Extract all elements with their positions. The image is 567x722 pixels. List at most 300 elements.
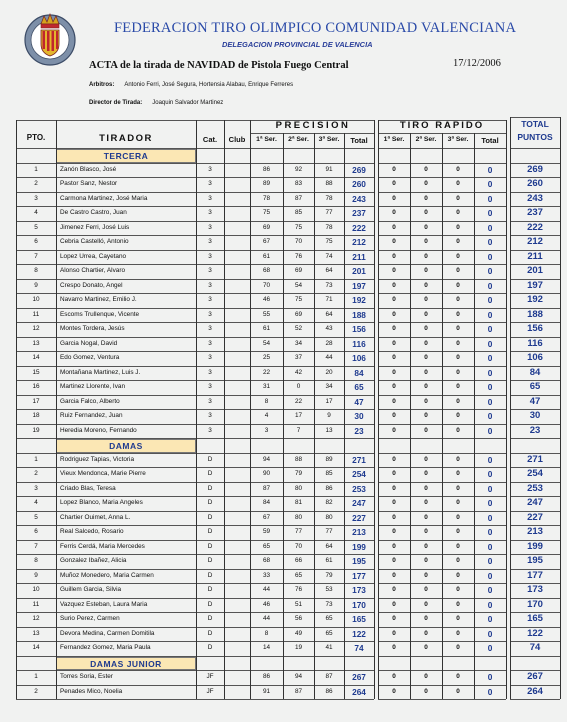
cell-prec-total: 74 bbox=[354, 643, 364, 653]
cell-shooter-name: Muñoz Monedero, Maria Carmen bbox=[60, 571, 154, 579]
cell-rank: 11 bbox=[32, 310, 40, 318]
cell-prec-s3: 74 bbox=[325, 252, 333, 260]
cell-rap-s2: 0 bbox=[424, 252, 428, 260]
cell-rap-s1: 0 bbox=[392, 513, 396, 521]
cell-prec-s3: 17 bbox=[325, 397, 333, 405]
cell-prec-s1: 67 bbox=[262, 238, 271, 245]
cell-prec-total: 170 bbox=[352, 599, 366, 610]
cell-prec-s2: 42 bbox=[294, 368, 303, 376]
cell-prec-s3: 44 bbox=[325, 354, 333, 361]
row-divider bbox=[16, 525, 374, 526]
cell-category: 3 bbox=[208, 426, 212, 434]
row-divider bbox=[510, 525, 560, 526]
cell-category: JF bbox=[206, 673, 214, 680]
cell-category: D bbox=[207, 644, 213, 651]
cell-rap-s2: 0 bbox=[424, 238, 428, 245]
cell-prec-s2: 51 bbox=[294, 600, 303, 608]
cell-rap-s3: 0 bbox=[456, 629, 460, 637]
cell-prec-total: 201 bbox=[352, 266, 366, 276]
row-divider bbox=[510, 380, 560, 381]
row-divider bbox=[510, 467, 560, 468]
cell-prec-total: 106 bbox=[352, 353, 366, 363]
row-divider bbox=[510, 554, 560, 555]
row-divider bbox=[510, 366, 560, 367]
cell-prec-s2: 54 bbox=[294, 281, 303, 289]
row-divider bbox=[510, 699, 560, 700]
cell-category: D bbox=[207, 528, 213, 535]
cell-prec-s1: 67 bbox=[262, 513, 271, 521]
cell-prec-s2: 88 bbox=[294, 455, 303, 463]
cell-rap-total: 0 bbox=[487, 266, 493, 276]
header-prec-s2: 2ª Ser. bbox=[288, 136, 309, 143]
header-pto: PTO. bbox=[26, 133, 46, 142]
cell-total-points: 192 bbox=[527, 294, 543, 305]
cell-shooter-name: Real Salcedo, Rosario bbox=[60, 528, 124, 535]
cell-category: D bbox=[207, 470, 213, 477]
cell-prec-s2: 69 bbox=[294, 267, 303, 274]
row-divider bbox=[510, 598, 560, 599]
cell-rap-s2: 0 bbox=[424, 368, 428, 376]
cell-rap-s2: 0 bbox=[424, 194, 428, 202]
cell-prec-total: 247 bbox=[352, 498, 366, 508]
column-divider bbox=[16, 120, 17, 699]
cell-rap-s3: 0 bbox=[456, 673, 460, 680]
row-divider bbox=[16, 424, 374, 425]
cell-total-points: 173 bbox=[527, 584, 543, 595]
cell-prec-s3: 80 bbox=[325, 513, 333, 521]
cell-prec-s3: 64 bbox=[325, 310, 333, 318]
row-divider bbox=[510, 322, 560, 323]
cell-rap-s1: 0 bbox=[392, 455, 396, 463]
row-divider bbox=[16, 598, 374, 599]
row-divider bbox=[16, 163, 374, 164]
cell-rap-s2: 0 bbox=[424, 484, 428, 492]
header-rap-s1: 1ª Ser. bbox=[383, 136, 405, 143]
cell-prec-s3: 34 bbox=[325, 383, 333, 390]
cell-prec-s2: 56 bbox=[294, 615, 303, 622]
cell-rap-s3: 0 bbox=[456, 310, 460, 318]
row-divider bbox=[16, 656, 374, 657]
cell-total-points: 84 bbox=[529, 366, 541, 378]
cell-rap-s1: 0 bbox=[392, 557, 396, 564]
cell-prec-total: 156 bbox=[352, 324, 366, 334]
cell-total-points: 195 bbox=[527, 555, 543, 566]
cell-prec-s1: 86 bbox=[262, 673, 271, 680]
column-divider bbox=[378, 120, 379, 699]
column-divider bbox=[196, 120, 197, 699]
cell-total-points: 222 bbox=[527, 221, 543, 233]
column-divider bbox=[344, 133, 345, 699]
cell-rap-s3: 0 bbox=[456, 470, 460, 477]
cell-category: 3 bbox=[208, 223, 212, 231]
cell-prec-s1: 46 bbox=[262, 296, 271, 303]
column-divider bbox=[510, 117, 511, 699]
cell-rap-s2: 0 bbox=[424, 542, 428, 550]
cell-prec-s1: 87 bbox=[262, 484, 271, 492]
cell-prec-total: 269 bbox=[352, 164, 366, 175]
cell-shooter-name: Martinez Llorente, Ivan bbox=[60, 383, 126, 390]
precision-subheader-line bbox=[250, 133, 374, 134]
row-divider bbox=[510, 656, 560, 657]
cell-category: D bbox=[207, 484, 213, 492]
cell-category: 3 bbox=[208, 368, 212, 376]
row-divider bbox=[510, 148, 560, 149]
delegation-subtitle: DELEGACION PROVINCIAL DE VALENCIA bbox=[222, 40, 373, 49]
row-divider bbox=[16, 250, 374, 251]
header-prec-s3: 3ª Ser. bbox=[318, 136, 340, 143]
cell-rap-s2: 0 bbox=[424, 223, 428, 231]
cell-prec-s1: 4 bbox=[264, 412, 269, 419]
cell-prec-s3: 87 bbox=[325, 673, 333, 680]
cell-rap-s2: 0 bbox=[424, 644, 428, 651]
cell-shooter-name: Ruiz Fernandez, Juan bbox=[60, 412, 123, 419]
cell-rap-s3: 0 bbox=[456, 687, 460, 695]
cell-shooter-name: Montañana Martinez, Luis J. bbox=[60, 368, 141, 376]
cell-prec-s2: 37 bbox=[294, 354, 303, 361]
header-total-puntos-line2: PUNTOS bbox=[517, 132, 553, 142]
row-divider bbox=[16, 293, 374, 294]
cell-prec-s2: 66 bbox=[294, 557, 303, 564]
section-header: DAMAS JUNIOR bbox=[56, 657, 196, 671]
referees-names: Antonio Ferri, José Segura, Hortensia Alabau, Enrique Ferreres bbox=[124, 82, 294, 88]
cell-rap-s1: 0 bbox=[392, 687, 396, 695]
cell-prec-s1: 90 bbox=[262, 470, 271, 477]
row-divider bbox=[16, 641, 374, 642]
cell-category: D bbox=[207, 629, 213, 637]
cell-category: 3 bbox=[208, 281, 212, 289]
cell-rap-s1: 0 bbox=[392, 629, 396, 637]
cell-rank: 6 bbox=[34, 528, 38, 535]
cell-rap-s2: 0 bbox=[424, 325, 428, 332]
cell-rap-total: 0 bbox=[487, 556, 493, 566]
cell-rank: 13 bbox=[32, 339, 40, 347]
cell-rank: 10 bbox=[32, 296, 40, 303]
cell-prec-total: 264 bbox=[352, 686, 366, 697]
cell-rap-total: 0 bbox=[487, 222, 493, 233]
cell-prec-s2: 87 bbox=[294, 194, 303, 202]
column-divider bbox=[442, 133, 443, 699]
cell-rap-total: 0 bbox=[487, 425, 493, 436]
cell-prec-s3: 82 bbox=[325, 499, 333, 506]
cell-shooter-name: Lopez Urrea, Cayetano bbox=[60, 252, 127, 260]
cell-rap-s3: 0 bbox=[456, 455, 460, 463]
cell-prec-s2: 81 bbox=[294, 499, 303, 506]
cell-rank: 10 bbox=[32, 586, 40, 593]
cell-total-points: 264 bbox=[527, 685, 543, 697]
cell-prec-s1: 8 bbox=[264, 397, 269, 405]
row-divider bbox=[16, 366, 374, 367]
cell-total-points: 156 bbox=[527, 323, 543, 334]
cell-total-points: 201 bbox=[527, 265, 543, 276]
cell-total-points: 227 bbox=[527, 511, 543, 523]
row-divider bbox=[510, 438, 560, 439]
cell-prec-s1: 69 bbox=[262, 223, 271, 231]
cell-rap-total: 0 bbox=[487, 309, 493, 320]
column-divider bbox=[56, 120, 57, 699]
cell-rap-s2: 0 bbox=[424, 397, 428, 405]
row-divider bbox=[16, 177, 374, 178]
cell-category: D bbox=[207, 615, 213, 622]
cell-prec-total: 271 bbox=[352, 454, 366, 465]
row-divider bbox=[510, 685, 560, 686]
cell-prec-s2: 49 bbox=[294, 629, 303, 637]
section-header: TERCERA bbox=[56, 149, 196, 163]
cell-rap-s2: 0 bbox=[424, 557, 428, 564]
row-divider bbox=[510, 583, 560, 584]
cell-rap-s3: 0 bbox=[456, 194, 460, 202]
cell-rap-total: 0 bbox=[487, 628, 493, 639]
column-divider bbox=[224, 120, 225, 699]
cell-prec-total: 222 bbox=[352, 222, 366, 233]
cell-rap-s3: 0 bbox=[456, 238, 460, 245]
cell-rank: 3 bbox=[34, 194, 38, 202]
director-label: Director de Tirada: bbox=[89, 100, 143, 106]
cell-prec-s3: 13 bbox=[325, 426, 333, 434]
cell-rap-total: 0 bbox=[487, 396, 493, 407]
cell-rap-s2: 0 bbox=[424, 615, 428, 622]
cell-prec-s3: 85 bbox=[325, 470, 333, 477]
cell-shooter-name: Surio Perez, Carmen bbox=[60, 615, 120, 622]
rapido-top-border bbox=[378, 120, 506, 121]
cell-total-points: 177 bbox=[527, 569, 543, 581]
cell-prec-s1: 46 bbox=[262, 600, 271, 608]
cell-prec-s1: 65 bbox=[262, 542, 271, 550]
row-divider bbox=[16, 337, 374, 338]
federation-title: FEDERACION TIRO OLIMPICO COMUNIDAD VALENCIANA bbox=[114, 20, 517, 36]
cell-rap-s3: 0 bbox=[456, 513, 460, 521]
cell-rap-s2: 0 bbox=[424, 426, 428, 434]
cell-category: D bbox=[207, 455, 213, 463]
cell-prec-s1: 61 bbox=[262, 252, 271, 260]
cell-rap-total: 0 bbox=[487, 498, 493, 508]
cell-prec-s1: 75 bbox=[262, 209, 271, 216]
header-rap-s2: 2ª Ser. bbox=[415, 136, 437, 143]
cell-prec-total: 254 bbox=[352, 469, 366, 479]
cell-shooter-name: Montes Tordera, Jesús bbox=[60, 325, 125, 332]
cell-prec-s2: 80 bbox=[294, 484, 303, 492]
cell-total-points: 30 bbox=[529, 410, 541, 421]
cell-rap-s3: 0 bbox=[456, 267, 460, 274]
cell-rap-s3: 0 bbox=[456, 528, 460, 535]
cell-rap-s1: 0 bbox=[392, 484, 396, 492]
row-divider bbox=[16, 192, 374, 193]
cell-rap-s1: 0 bbox=[392, 296, 396, 303]
row-divider bbox=[16, 351, 374, 352]
acta-title: ACTA de la tirada de NAVIDAD de Pistola Fuego Central bbox=[89, 60, 349, 71]
cell-prec-s1: 59 bbox=[262, 528, 271, 535]
cell-rap-total: 0 bbox=[487, 527, 493, 537]
cell-rank: 7 bbox=[34, 252, 38, 260]
cell-total-points: 211 bbox=[527, 250, 543, 262]
cell-rank: 2 bbox=[34, 180, 38, 187]
cell-prec-total: 173 bbox=[352, 585, 366, 595]
row-divider bbox=[510, 540, 560, 541]
cell-prec-s1: 31 bbox=[262, 383, 271, 390]
row-divider bbox=[16, 511, 374, 512]
cell-prec-s2: 76 bbox=[294, 586, 303, 593]
cell-prec-s3: 78 bbox=[325, 194, 333, 202]
cell-rank: 1 bbox=[34, 165, 38, 173]
cell-total-points: 65 bbox=[529, 381, 541, 392]
row-divider bbox=[16, 627, 374, 628]
cell-total-points: 247 bbox=[527, 497, 543, 508]
row-divider bbox=[16, 496, 374, 497]
cell-rap-s3: 0 bbox=[456, 644, 460, 651]
row-divider bbox=[16, 264, 374, 265]
cell-category: D bbox=[207, 586, 213, 593]
row-divider bbox=[16, 569, 374, 570]
cell-shooter-name: Navarro Martinez, Emilio J. bbox=[60, 296, 137, 303]
cell-category: D bbox=[207, 542, 213, 550]
cell-prec-s1: 44 bbox=[262, 615, 271, 622]
cell-prec-s1: 84 bbox=[262, 499, 271, 506]
cell-rank: 2 bbox=[34, 687, 38, 695]
cell-rank: 8 bbox=[34, 267, 38, 274]
row-divider bbox=[510, 192, 560, 193]
cell-total-points: 188 bbox=[527, 308, 543, 320]
row-divider bbox=[16, 554, 374, 555]
row-divider bbox=[16, 612, 374, 613]
cell-rap-s3: 0 bbox=[456, 600, 460, 608]
row-divider bbox=[16, 380, 374, 381]
cell-prec-total: 116 bbox=[352, 338, 366, 349]
cell-rap-s1: 0 bbox=[392, 586, 396, 593]
cell-prec-s2: 76 bbox=[294, 252, 303, 260]
cell-category: 3 bbox=[208, 397, 212, 405]
cell-category: D bbox=[207, 600, 213, 608]
cell-rap-s3: 0 bbox=[456, 252, 460, 260]
cell-prec-s2: 69 bbox=[294, 310, 303, 318]
column-divider bbox=[560, 117, 561, 699]
totals-top-border bbox=[510, 117, 560, 118]
cell-category: 3 bbox=[208, 267, 212, 274]
cell-prec-s1: 78 bbox=[262, 194, 271, 202]
director-line bbox=[89, 100, 223, 106]
cell-rap-s3: 0 bbox=[456, 383, 460, 390]
cell-rap-s3: 0 bbox=[456, 223, 460, 231]
cell-rank: 9 bbox=[34, 571, 38, 579]
table-top-border bbox=[16, 120, 374, 121]
row-divider bbox=[510, 250, 560, 251]
cell-prec-s3: 28 bbox=[325, 339, 333, 347]
cell-shooter-name: Ferris Cerdá, Maria Mercedes bbox=[60, 542, 145, 550]
cell-rap-s1: 0 bbox=[392, 310, 396, 318]
cell-rap-s1: 0 bbox=[392, 470, 396, 477]
row-divider bbox=[510, 424, 560, 425]
cell-rap-total: 0 bbox=[487, 541, 493, 552]
federation-crest-icon bbox=[22, 6, 78, 68]
row-divider bbox=[16, 308, 374, 309]
cell-prec-total: 253 bbox=[352, 483, 366, 494]
cell-prec-s2: 85 bbox=[294, 209, 303, 216]
cell-rank: 17 bbox=[32, 397, 40, 405]
cell-shooter-name: Cebria Castelló, Antonio bbox=[60, 238, 129, 245]
cell-rap-s1: 0 bbox=[392, 615, 396, 622]
cell-rap-s1: 0 bbox=[392, 339, 396, 347]
cell-rank: 13 bbox=[32, 629, 40, 637]
cell-rap-s2: 0 bbox=[424, 470, 428, 477]
referees-line bbox=[89, 82, 293, 88]
cell-shooter-name: Penades Mico, Noelia bbox=[60, 687, 123, 695]
cell-total-points: 47 bbox=[529, 395, 541, 407]
cell-rap-s3: 0 bbox=[456, 426, 460, 434]
referees-label: Arbitros: bbox=[89, 82, 115, 88]
cell-prec-s1: 68 bbox=[262, 267, 271, 274]
cell-category: 3 bbox=[208, 238, 212, 245]
cell-rap-total: 0 bbox=[487, 686, 493, 697]
cell-shooter-name: Gonzalez Ibañez, Alicia bbox=[60, 557, 127, 564]
cell-prec-s2: 92 bbox=[294, 165, 303, 173]
cell-prec-s3: 89 bbox=[325, 455, 333, 463]
cell-rank: 15 bbox=[32, 368, 40, 376]
cell-prec-total: 177 bbox=[352, 570, 366, 581]
cell-rap-s2: 0 bbox=[424, 281, 428, 289]
cell-shooter-name: Alonso Chartier, Alvaro bbox=[60, 267, 126, 274]
cell-rap-s1: 0 bbox=[392, 165, 396, 173]
director-name: Joaquin Salvador Martinez bbox=[152, 100, 224, 106]
row-divider bbox=[510, 569, 560, 570]
row-divider bbox=[16, 482, 374, 483]
cell-prec-total: 122 bbox=[352, 628, 366, 639]
cell-category: 3 bbox=[208, 325, 212, 332]
cell-shooter-name: Vieux Mendonca, Marie Pierre bbox=[60, 470, 146, 477]
cell-rank: 5 bbox=[34, 223, 38, 231]
cell-shooter-name: Vazquez Esteban, Laura Maria bbox=[60, 600, 148, 608]
cell-rap-total: 0 bbox=[487, 643, 493, 653]
row-divider bbox=[16, 583, 374, 584]
cell-rap-s3: 0 bbox=[456, 615, 460, 622]
row-divider bbox=[510, 395, 560, 396]
cell-rank: 4 bbox=[34, 209, 38, 216]
cell-prec-total: 84 bbox=[354, 367, 364, 378]
row-divider bbox=[510, 308, 560, 309]
cell-rap-s2: 0 bbox=[424, 165, 428, 173]
cell-rap-total: 0 bbox=[487, 338, 493, 349]
document-date: 17/12/2006 bbox=[453, 58, 501, 69]
cell-category: 3 bbox=[208, 252, 212, 260]
cell-prec-s2: 65 bbox=[294, 571, 303, 579]
row-divider bbox=[510, 206, 560, 207]
cell-prec-s3: 75 bbox=[325, 238, 333, 245]
row-divider bbox=[510, 482, 560, 483]
row-divider bbox=[16, 438, 374, 439]
cell-rap-s2: 0 bbox=[424, 412, 428, 419]
cell-prec-total: 165 bbox=[352, 614, 366, 624]
row-divider bbox=[510, 177, 560, 178]
cell-rap-s3: 0 bbox=[456, 180, 460, 187]
cell-prec-s2: 70 bbox=[294, 542, 303, 550]
cell-total-points: 23 bbox=[529, 424, 541, 436]
cell-prec-s1: 55 bbox=[262, 310, 271, 318]
cell-prec-s2: 52 bbox=[294, 325, 303, 332]
cell-rap-s3: 0 bbox=[456, 296, 460, 303]
cell-prec-s1: 91 bbox=[262, 687, 271, 695]
cell-category: 3 bbox=[208, 339, 212, 347]
cell-prec-total: 260 bbox=[352, 179, 366, 189]
cell-rap-s2: 0 bbox=[424, 180, 428, 187]
header-prec-s1: 1ª Ser. bbox=[256, 136, 277, 143]
cell-prec-total: 23 bbox=[354, 425, 364, 436]
cell-rap-s3: 0 bbox=[456, 368, 460, 376]
cell-rap-total: 0 bbox=[487, 585, 493, 595]
cell-rap-s3: 0 bbox=[456, 499, 460, 506]
cell-total-points: 271 bbox=[527, 453, 543, 465]
cell-prec-total: 243 bbox=[352, 193, 366, 204]
row-divider bbox=[16, 221, 374, 222]
cell-prec-s3: 91 bbox=[325, 165, 333, 173]
cell-rap-s1: 0 bbox=[392, 354, 396, 361]
cell-rap-s3: 0 bbox=[456, 412, 460, 419]
